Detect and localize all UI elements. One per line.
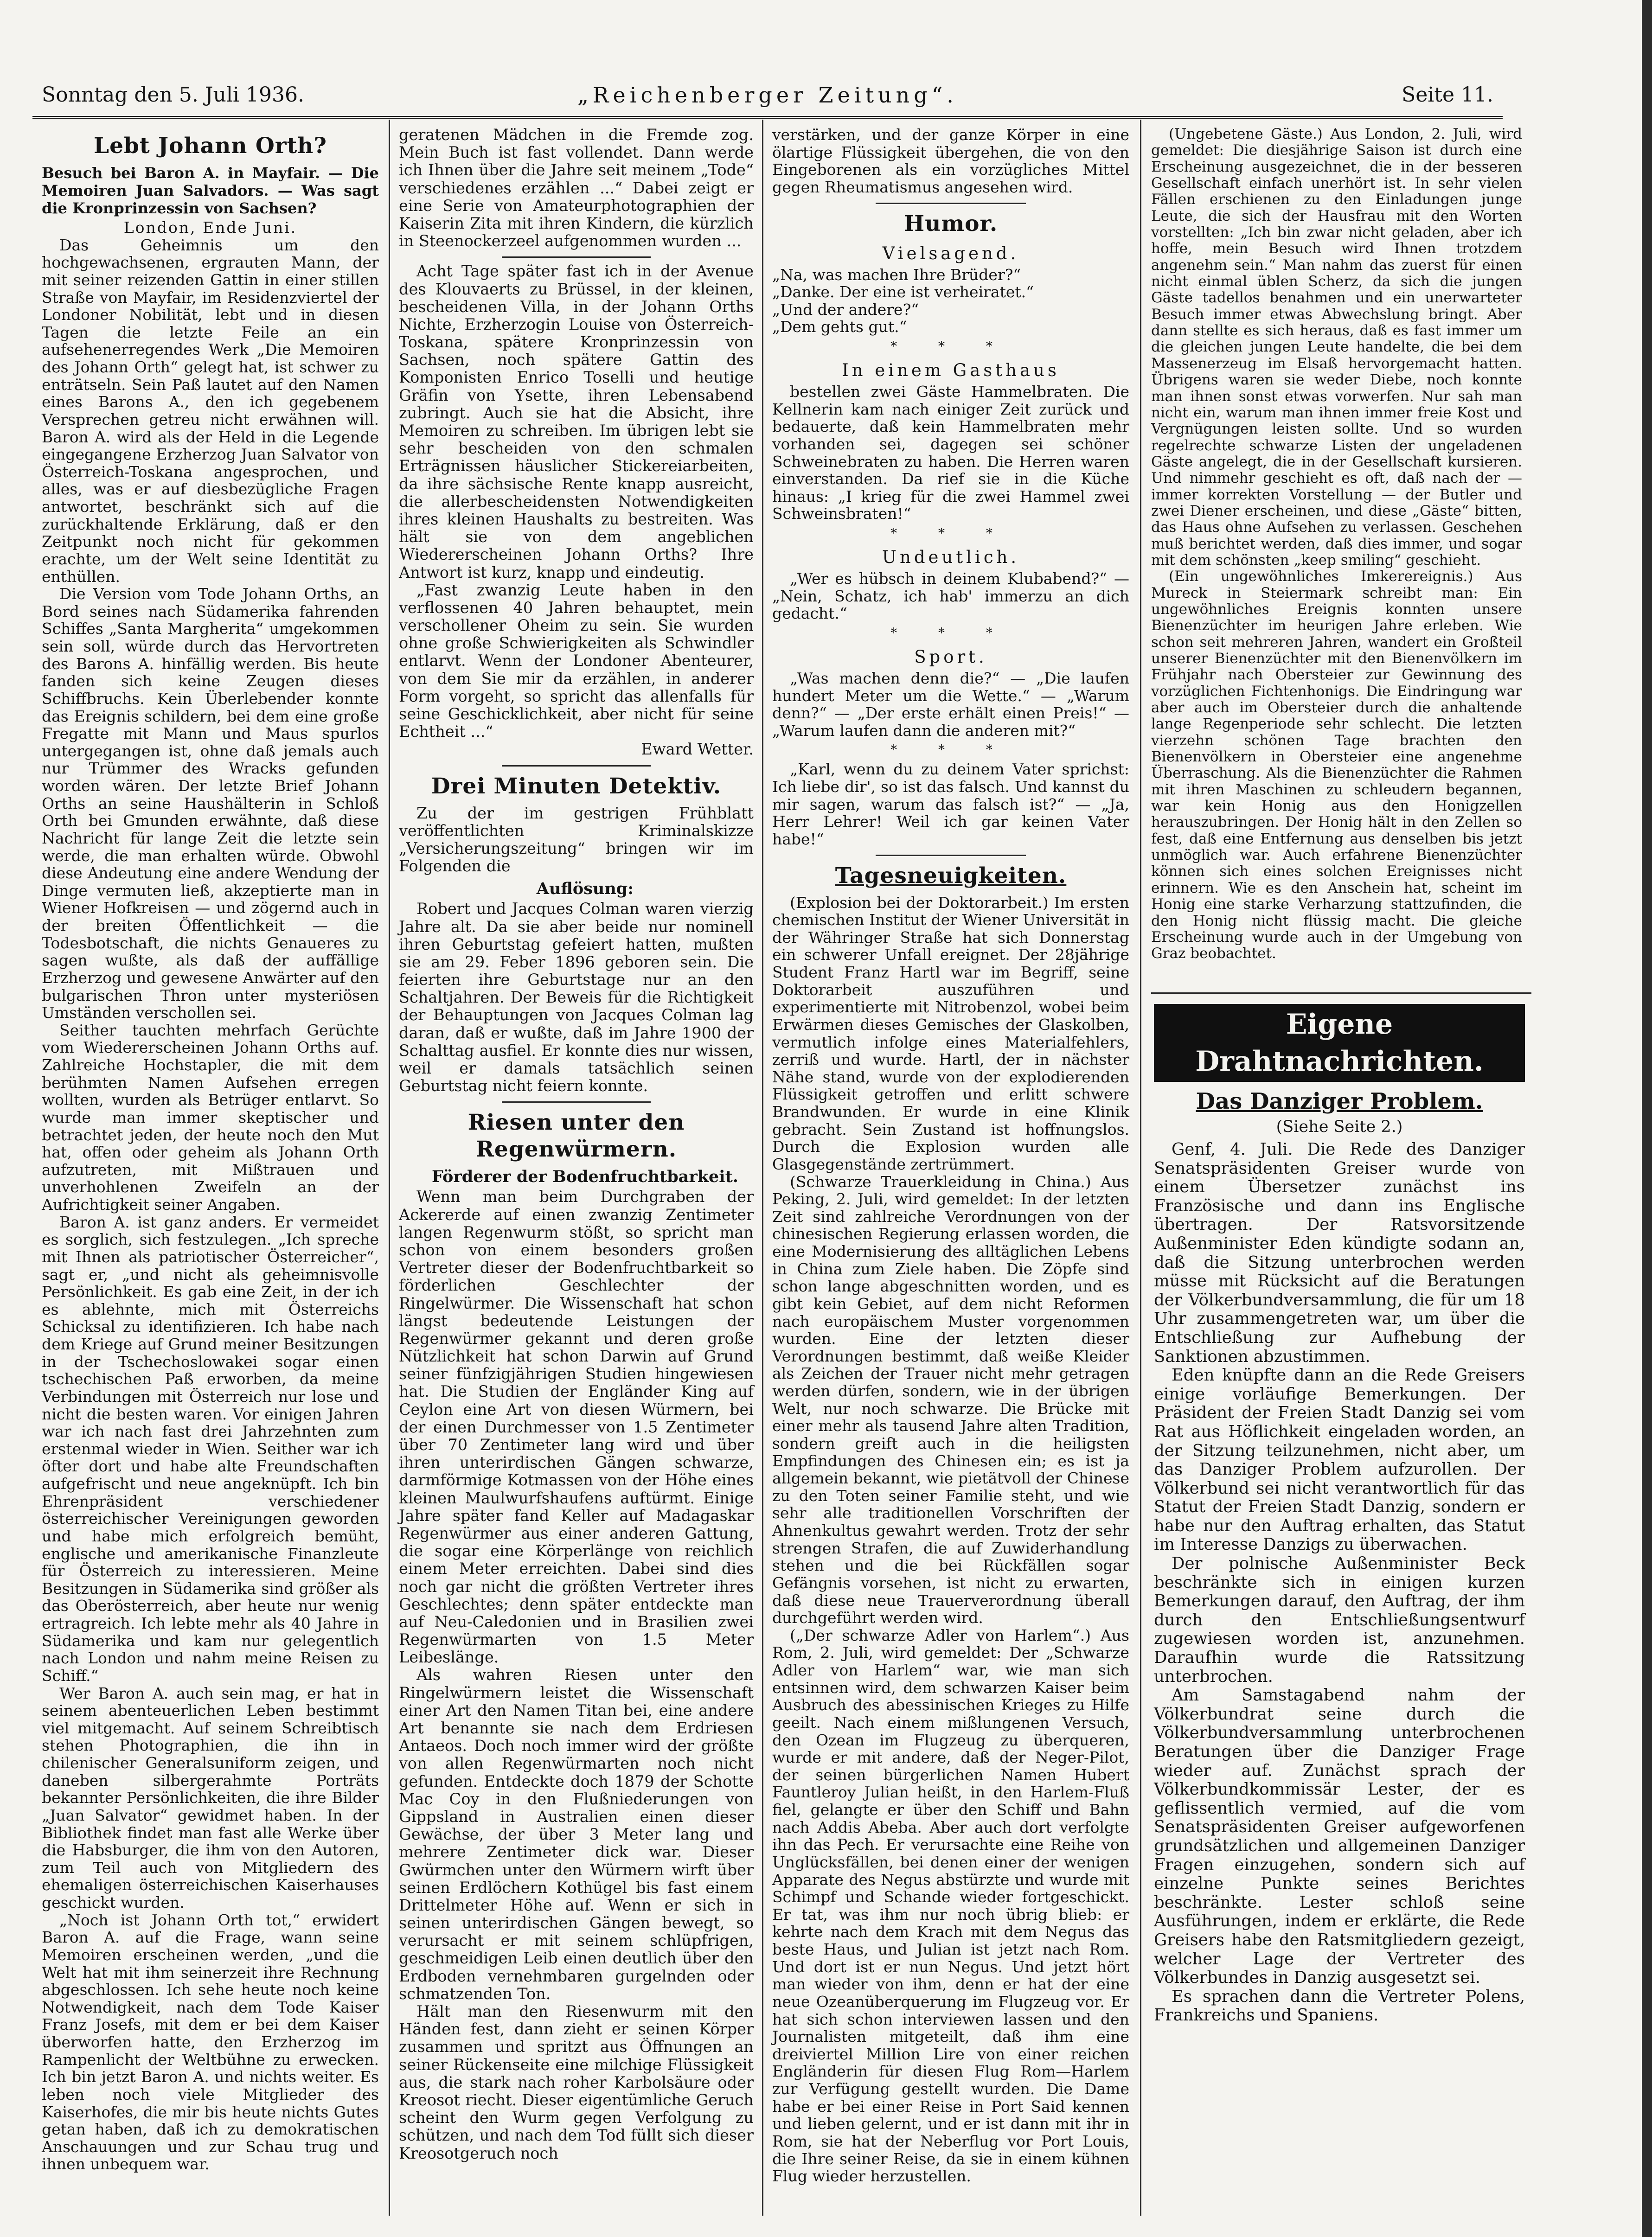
article-paragraph: Als wahren Riesen unter den Ringelwürmern leistet die Wissenschaft einer Art den Namen Titan bei, eine andere Art benannte sie nach dem Erdriesen Antaeos. Doch noch immer wird der größte von allen Regenwürmarten noch nicht gefunden. Entdeckte doch 1879 der Schotte Mac Coy in den Flußniederungen von Gippsland in Australien einen dieser Gewächse, der über 3 Meter lang und mehrere Zentimeter dick war. Dieser Gwürmchen unter den Würmern wirft über seinen Erdlöchern Kothügel bis fast einem Drittelmeter Höhe auf. Wenn er sich in seinen unterirdischen Gängen bewegt, so verursacht er mit seinem schlüpfrigen, geschmeidigen Leib einen deutlich über den Erdboden vernehmbaren gurgelnden oder schmatzenden Ton.: [399, 1666, 754, 2003]
wire-article-reference: (Siehe Seite 2.): [1276, 1118, 1403, 1136]
article-paragraph: Wer Baron A. auch sein mag, er hat in seinem abenteuerlichen Leben bestimmt viel mitgemacht. Auf seinem Schreibtisch stehen Photographien, die ihn in chilenischer Generalsuniform zeigen, und daneben silbergerahmte Porträts bekannter Persönlichkeiten, die ihre Bilder „Juan Salvator“ gewidmet haben. In der Bibliothek findet man fast alle Werke über die Habsburger, die ihm von den Autoren, zum Teil auch von Mitgliedern des ehemaligen österreichischen Kaiserhauses geschickt wurden.: [42, 1684, 379, 1911]
column-4-top: [1151, 126, 1522, 962]
news-item: (Schwarze Trauerkleidung in China.) Aus Peking, 2. Juli, wird gemeldet: In der letzten Zeit sind zahlreiche Verordnungen von der chinesischen Regierung erlassen worden, die eine Modernisierung des alltäglichen Lebens in China zum Ziele haben. Die Zöpfe sind schon lange abgeschnitten worden, und es gibt kein Gebiet, auf dem nicht Reformen nach europäischem Muster vorgenommen wurden. Eine der letzten dieser Verordnungen bestimmt, daß weiße Kleider als Zeichen der Trauer nicht mehr getragen werden dürfen, sondern, wie in der übrigen Welt, nur noch schwarze. Die Brücke mit einer mehr als tausend Jahre alten Tradition, sondern greift auch in die heiligsten Empfindungen des Chinesen ein; es ist ja allgemein bekannt, wie pietätvoll der Chinese zu den Toten seiner Familie steht, und wie sehr alle traditionellen Vorschriften der Ahnenkultus gewahrt werden. Trotz der sehr strengen Strafen, die auf Zuwiderhandlung stehen und die bei Rückfällen sogar Gefängnis vorsehen, ist nicht zu erwarten, daß diese neue Trauerverordnung überall durchgeführt werden wird.: [772, 1172, 1129, 1627]
column-4-wire-news: [1154, 1004, 1525, 2025]
column-divider: [762, 120, 763, 2216]
article-subtitle: Besuch bei Baron A. in Mayfair. — Die Memoiren Juan Salvadors. — Was sagt die Kronprinzessin von Sachsen?: [42, 164, 379, 217]
section-rule: [876, 203, 1025, 204]
joke-line: „Und der andere?“: [772, 300, 919, 319]
section-rule: [876, 855, 1025, 856]
joke-line: „Wer es hübsch in deinem Klubabend?“ — „Nein, Schatz, ich hab' immerzu an dich gedacht.“: [772, 569, 1129, 623]
article-paragraph: verstärken, und der ganze Körper in eine ölartige Flüssigkeit übergehen, die von den Eingeborenen als ein vorzügliches Mittel gegen Rheumatismus angesehen wird.: [772, 126, 1129, 196]
news-item: (Explosion bei der Doktorarbeit.) Im ersten chemischen Institut der Wiener Universität in der Währinger Straße hat sich Donnerstag ein schwerer Unfall ereignet. Der 28jährige Student Franz Hartl war im Begriff, seine Doktorarbeit auszuführen und experimentierte mit Nitrobenzol, wobei beim Erwärmen dieses Gemisches der Glaskolben, vermutlich infolge eines Materialfehlers, zerriß und wurde. Hartl, der in nächster Nähe stand, wurde von der explodierenden Flüssigkeit getroffen und erlitt schwere Brandwunden. Er wurde in eine Klinik gebracht. Sein Zustand ist hoffnungslos. Durch die Explosion wurden alle Glasgegenstände zertrümmert.: [772, 893, 1129, 1173]
article-subheading: Förderer der Bodenfruchtbarkeit.: [432, 1167, 738, 1187]
article-paragraph: Acht Tage später fast ich in der Avenue des Klouvaerts zu Brüssel, in der kleinen, bescheidenen Villa, in der Johann Orths Nichte, Erzherzogin Louise von Österreich-Toskana, spätere Kronprinzessin von Sachsen, noch spätere Gattin des Komponisten Enrico Toselli und heutige Gräfin von Ysette, ihren Lebensabend zubringt. Auch sie hat die Absicht, ihre Memoiren zu schreiben. Im übrigen lebt sie sehr bescheiden von den schmalen Erträgnissen häuslicher Stickereiarbeiten, da ihre sächsische Rente knapp ausreicht, die allerbescheidensten Notwendigkeiten ihres kleinen Haushalts zu bestreiten. Was hält sie von dem angeblichen Wiedererscheinen Johann Orths? Ihre Antwort ist kurz, knapp und eindeutig.: [399, 262, 754, 582]
joke-line: bestellen zwei Gäste Hammelbraten. Die Kellnerin kam nach einiger Zeit zurück und bedauerte, daß kein Hammelbraten mehr vorhanden sei, dagegen sei schöner Schweinebraten zu haben. Die Herren waren einverstanden. Da rief sie in die Küche hinaus: „I krieg für die zwei Hammel zwei Schweinsbraten!“: [772, 383, 1129, 523]
joke-title: Vielsagend.: [882, 243, 1019, 263]
article-paragraph: Das Geheimnis um den hochgewachsenen, ergrauten Mann, der mit seiner reizenden Gattin in einer stillen Straße von Mayfair, im Residenzviertel der Londoner Nobilität, lebt und in diesen Tagen die letzte Feile an ein aufsehenerregendes Werk „Die Memoiren des Johann Orth“ gelegt hat, ist schwer zu enträtseln. Sein Paß lautet auf den Namen eines Barons A., den ich gegebenem Versprechen getreu nicht erwähnen will. Baron A. wird als der Held in die Legende eingegangene Erzherzog Juan Salvator von Österreich-Toskana angesprochen, und alles, was er auf diesbezügliche Fragen antwortet, beschränkt sich auf die zurückhaltende Erklärung, daß er den Zeitpunkt noch nicht für gekommen erachte, um der Welt seine Identität zu enthüllen.: [42, 236, 379, 586]
article-paragraph: Robert und Jacques Colman waren vierzig Jahre alt. Da sie aber beide nur nominell ihren Geburtstag gefeiert hatten, mußten sie am 29. Feber 1896 geboren sein. Die feierten ihre Geburtstage nur an den Schaltjahren. Der Beweis für die Richtigkeit der Behauptungen von Jacques Colman lag daran, daß er wußte, daß im Jahre 1900 der Schalttag ausfiel. Er konnte dies nur wissen, weil er damals tatsächlich seinen Geburtstag nicht feiern konnte.: [399, 900, 754, 1095]
wire-paragraph: Es sprachen dann die Vertreter Polens, Frankreichs und Spaniens.: [1154, 1987, 1525, 2025]
separator-stars: * * *: [890, 742, 1011, 758]
joke-line: „Karl, wenn du zu deinem Vater sprichst: Ich liebe dir', so ist das falsch. Und kannst du mir sagen, warum das falsch ist?“ — „Ja, Herr Lehrer! Weil ich gar keinen Vater habe!“: [772, 760, 1129, 848]
wire-paragraph: Genf, 4. Juli. Die Rede des Danziger Senatspräsidenten Greiser wurde von einem Übersetzer zunächst ins Französische und dann ins Englische übertragen. Der Ratsvorsitzende Außenminister Eden kündigte sodann an, daß die Sitzung unterbrochen werden müsse mit Rücksicht auf die Beratungen der Völkerbundversammlung, die für um 18 Uhr zusammengetreten war, um über die Entschließung zur Aufhebung der Sanktionen abzustimmen.: [1154, 1140, 1525, 1366]
separator-stars: * * *: [890, 525, 1011, 541]
article-dateline: London, Ende Juni.: [123, 218, 297, 236]
wire-paragraph: Der polnische Außenminister Beck beschränkte sich in einigen kurzen Bemerkungen darauf, den Auftrag, der ihm durch den Entschließungsentwurf zugewiesen worden ist, anzunehmen. Daraufhin wurde die Ratssitzung unterbrochen.: [1154, 1554, 1525, 1686]
joke-line: „Danke. Der eine ist verheiratet.“: [772, 283, 1034, 301]
column-divider: [389, 120, 390, 2216]
masthead-rule: [32, 116, 1503, 119]
article-title-worms: Riesen unter den Regenwürmern.: [467, 1110, 685, 1163]
article-paragraph: Baron A. ist ganz anders. Er vermeidet es sorglich, sich festzulegen. „Ich spreche mit Ihnen als patriotischer Österreicher“, sagt er, „und nicht als geheimnisvolle Persönlichkeit. Es gab eine Zeit, in der ich es ablehnte, mich mit Österreichs Schicksal zu identifizieren. Ich habe nach dem Kriege auf Grund meiner Besitzungen in der Tschechoslowakei sogar einen tschechischen Paß erworben, da meine Verbindungen mit Österreich nur lose und nicht die besten waren. Vor einigen Jahren war ich nach fast drei Jahrzehnten zum erstenmal wieder in Wien. Seither war ich öfter dort und habe alte Freundschaften aufgefrischt und neue angeknüpft. Ich bin Ehrenpräsident verschiedener österreichischer Vereinigungen geworden und habe mich erfolgreich bemüht, englische und amerikanische Finanzleute für Österreich zu interessieren. Meine Besitzungen in Südamerika sind größer als das Oberösterreich, aber heute nur wenig ertragreich. Ich lebte mehr als 40 Jahre in Südamerika und kam nur gelegentlich nach London und nahm meine Reisen zu Schiff.“: [42, 1213, 379, 1685]
joke-title: Undeutlich.: [882, 547, 1020, 567]
newspaper-title: „Reichenberger Zeitung“.: [577, 83, 958, 108]
page-number: Seite 11.: [1402, 83, 1493, 107]
article-paragraph: Hält man den Riesenwurm mit den Händen fest, dann zieht er seinen Körper zusammen und spritzt aus Öffnungen an seiner Rückenseite eine milchige Flüssigkeit aus, die stark nach roher Karbolsäure oder Kreosot riecht. Dieser eigentümliche Geruch scheint den Wurm gegen Verfolgung zu schützen, und nach dem Tod füllt sich dieser Kreosotgeruch noch: [399, 2002, 754, 2162]
section-rule: [502, 256, 651, 258]
section-title-humor: Humor.: [903, 211, 998, 236]
article-paragraph: Wenn man beim Durchgraben der Ackererde auf einen zwanzig Zentimeter langen Regenwurm stößt, so spricht man schon von einem besonders großen Vertreter dieser der Bodenfruchtbarkeit so förderlichen Geschlechter der Ringelwürmer. Die Wissenschaft hat schon längst bedeutende Leistungen der Regenwürmer gekannt und deren große Nützlichkeit hat schon Darwin auf Grund seiner fünfzigjährigen Studien hingewiesen hat. Die Studien der Engländer King auf Ceylon eine Art von diesen Würmern, bei der einen Durchmesser von 1.5 Zentimeter über 70 Zentimeter lang wird und über ihren unterirdischen Gängen schwarze, darmförmige Kotmassen von der Höhe eines kleinen Maulwurfshaufens auftürmt. Einige Jahre später fand Keller auf Madagaskar Regenwürmer aus einer anderen Gattung, die sogar eine Körperlänge von reichlich einem Meter erreichten. Dabei sind dies noch gar nicht die größten Vertreter ihres Geschlechtes; denn später entdeckte man auf Neu-Caledonien und in Brasilien zwei Regenwürmarten von 1.5 Meter Leibeslänge.: [399, 1188, 754, 1667]
news-item: (Ungebetene Gäste.) Aus London, 2. Juli, wird gemeldet: Die diesjährige Saison ist durch eine Erscheinung ausgezeichnet, die in der besseren Gesellschaft einfach unerhört ist. In sehr vielen Fällen erschienen zu den Einladungen junge Leute, die sich der Hausfrau mit den Worten vorstellten: „Ich bin zwar nicht geladen, aber ich hoffe, mein Besuch wird Ihnen trotzdem angenehm sein.“ Man nahm das zuerst für einen nicht einmal üblen Scherz, da sich die jungen Gäste tadellos benahmen und ein unerwarteter Besuch immer etwas Abwechslung bringt. Aber dann stellte es sich heraus, daß es fast immer um die gleichen jungen Leute handelte, die bei dem Massenerzeug im Elsaß hervorgemacht hatten. Übrigens waren sie weder Diebe, noch konnte man ihnen sonst etwas vorwerfen. Nur sah man nicht ein, warum man ihnen immer freie Kost und Vergnügungen leisten sollte. Und so wurden regelrechte schwarze Listen der ungeladenen Gäste angelegt, die in der Gesellschaft kursieren. Und nimmehr geschieht es oft, daß nach der — immer korrekten Vorstellung — der Butler und zwei Diener erscheinen, und diese „Gäste“ bitten, das Haus ohne Aufsehen zu verlassen. Geschehen muß berichtet werden, daß dies immer, und sogar mit dem schönsten „keep smiling“ geschieht.: [1151, 126, 1522, 569]
column-divider: [1140, 120, 1141, 2216]
news-item: (Ein ungewöhnliches Imkerereignis.) Aus Mureck in Steiermark schreibt man: Ein ungewöhnliches Ereignis konnten unsere Bienenzüchter im heurigen Jahre erleben. Wie schon seit mehreren Jahren, wandert ein Großteil unserer Bienenzüchter mit den Bienenvölkern im Frühjahr nach Obersteier zur Gewinnung des vorzüglichen Fichtenhonigs. Die Eindringung war aber auch im Obersteier durch die anhaltende lange Regenperiode sehr schlecht. Die letzten vierzehn schönen Tage brachten den Bienenvölkern in Obersteier eine angenehme Überraschung. Als die Bienenzüchter die Rahmen mit ihren Maschinen zu schleudern begannen, war kein Honig aus den Honigzellen herauszubringen. Der Honig hält in den Zellen so fest, daß eine Entfernung aus denselben bis jetzt unmöglich war. Auch erfahrene Bienenzüchter können sich eines solchen Ereignisses nicht erinnern. Wie es den Anschein hat, scheint im Honig eine starke Verharzung stattzufinden, die den Honig nicht flüssig macht. Die gleiche Erscheinung wurde auch in der Umgebung von Graz beobachtet.: [1151, 568, 1522, 962]
wire-paragraph: Am Samstagabend nahm der Völkerbundrat seine durch die Völkerbundversammlung unterbrochenen Beratungen über die Danziger Frage wieder auf. Zunächst sprach der Völkerbundkommissär Lester, der es geflissentlich vermied, auf die vom Senatspräsidenten Greiser aufgeworfenen grundsätzlichen und allgemeinen Danziger Fragen einzugehen, sondern sich auf einzelne Punkte seines Berichtes beschränkte. Lester schloß seine Ausführungen, indem er erklärte, die Rede Greisers habe den Ratsmitgliedern gezeigt, welcher Lage der Vertreter des Völkerbundes in Danzig ausgesetzt sei.: [1154, 1686, 1525, 1988]
joke-line: „Na, was machen Ihre Brüder?“: [772, 265, 1021, 284]
section-rule: [1151, 992, 1531, 994]
section-title-news: Tagesneuigkeiten.: [835, 863, 1067, 888]
article-subheading: Auflösung:: [536, 879, 634, 899]
wire-paragraph: Eden knüpfte dann an die Rede Greisers einige vorläufige Bemerkungen. Der Präsident der Freien Stadt Danzig sei vom Rat aus Höflichkeit eingeladen worden, an der Sitzung teilzunehmen, nicht aber, um das Danziger Problem aufzurollen. Der Völkerbund sei nicht verantwortlich für das Statut der Freien Stadt Danzig, sondern er habe nur den Auftrag erhalten, das Statut im Interesse Danzigs zu überwachen.: [1154, 1366, 1525, 1554]
article-paragraph: Zu der im gestrigen Frühblatt veröffentlichten Kriminalskizze „Versicherungszeitung“ bringen wir im Folgenden die: [399, 804, 754, 876]
article-paragraph: geratenen Mädchen in die Fremde zog. Mein Buch ist fast vollendet. Dann werde ich Ihnen über die Jahre seit meinem „Tode“ verschiedenes erzählen ...“ Dabei zeigt er eine Serie von Amateurphotographien der Kaiserin Zita mit ihren Kindern, die kürzlich in Steenockerzeel aufgenommen wurden ...: [399, 126, 754, 250]
column-1: [42, 126, 379, 2173]
separator-stars: * * *: [890, 625, 1011, 640]
joke-title: In einem Gasthaus: [842, 360, 1060, 380]
wire-news-banner: Eigene Drahtnachrichten.: [1154, 1004, 1525, 1082]
joke-line: „Dem gehts gut.“: [772, 318, 907, 336]
section-rule: [502, 1101, 651, 1103]
column-2: [399, 126, 754, 2162]
masthead: [42, 77, 1493, 114]
article-paragraph: Die Version vom Tode Johann Orths, an Bord seines nach Südamerika fahrenden Schiffes „Santa Margherita“ umgekommen sein soll, würde durch das Hervortreten des Barons A. hinfällig werden. Bis heute fanden sich keine Zeugen dieses Schiffbruchs. Kein Überlebender konnte das Ereignis schildern, bei dem eine große Fregatte mit Mann und Maus spurlos untergegangen ist, ohne daß jemals auch nur Trümmer des Wracks gefunden worden wären. Der letzte Brief Johann Orths an seine Haushälterin in Schloß Orth bei Gmunden erwähnte, daß diese Nachricht für lange Zeit die letzte sein werde, die man erhalten würde. Obwohl diese Andeutung eine andere Wendung der Dinge vermuten ließ, akzeptierte man in Wiener Hofkreisen — und zögernd auch in der breiten Öffentlichkeit — die Todesbotschaft, die nichts Genaueres zu sagen wußte, als daß der auffällige Erzherzog und gewesene Anwärter auf den bulgarischen Thron unter mysteriösen Umständen verschollen sei.: [42, 585, 379, 1022]
article-title-johann-orth: Lebt Johann Orth?: [94, 133, 327, 159]
article-signature: Eward Wetter.: [641, 740, 754, 759]
joke-line: „Was machen denn die?“ — „Die laufen hundert Meter um die Wette.“ — „Warum denn?“ — „Der erste erhält einen Preis!“ — „Warum laufen dann die anderen mit?“: [772, 669, 1129, 740]
news-item: („Der schwarze Adler von Harlem“.) Aus Rom, 2. Juli, wird gemeldet: Der „Schwarze Adler von Harlem“ war, wie man sich entsinnen wird, dem schwarzen Kaiser beim Ausbruch des abessinischen Krieges zu Hilfe geeilt. Nach einem mißlungenen Versuch, den Ozean im Flugzeug zu überqueren, wurde er mit andere, daß der Neger-Pilot, der seinen bürgerlichen Namen Hubert Fauntleroy Julian heißt, in den Harlem-Fluß fiel, gelangte er über den Schiff und Bahn nach Addis Abeba. Aber auch dort verfolgte ihn das Pech. Er verursachte eine Reihe von Unglücksfällen, bei denen einer der wenigen Apparate des Negus abstürzte und wurde mit Schimpf und Schande wieder fortgeschickt. Er tat, was ihm nur noch übrig blieb: er kehrte nach dem Krach mit dem Negus das beste Haus, und Julian ist jetzt nach Rom. Und dort ist er nun Negus. Und jetzt hört man wieder von ihm, denn er hat der eine neue Ozeanüberquerung im Flugzeug vor. Er hat sich schon interviewen lassen und den Journalisten mitgeteilt, daß ihm eine dreiviertel Million Lire von einer reichen Engländerin für diesen Flug Rom—Harlem zur Verfügung gestellt wurden. Die Dame habe er bei einer Reise in Port Said kennen und lieben gelernt, und er ist dann mit ihr in Rom, sie hat der Neberflug vor Port Louis, die Ihre seiner Reise, da sie in einem kühnen Flug wieder herzustellen.: [772, 1626, 1129, 2186]
article-title-detective: Drei Minuten Detektiv.: [431, 773, 722, 799]
scan-edge: [1642, 0, 1652, 2237]
article-paragraph: Seither tauchten mehrfach Gerüchte vom Wiedererscheinen Johann Orths auf. Zahlreiche Hochstapler, die mit dem berühmten Namen Aufsehen erregen wollten, wurden als Betrüger entlarvt. So wurde man immer skeptischer und betrachtet jeden, der heute noch den Mut hat, offen oder geheim als Johann Orth aufzutreten, mit Mißtrauen und unverhohlenen Zweifeln an der Aufrichtigkeit seiner Angaben.: [42, 1021, 379, 1214]
article-paragraph: „Noch ist Johann Orth tot,“ erwidert Baron A. auf die Frage, wann seine Memoiren erscheinen werden, „und die Welt hat mit ihm seinerzeit ihre Rechnung abgeschlossen. Ich sehe heute noch keine Notwendigkeit, nach dem Tode Kaiser Franz Josefs, mit dem er bei dem Kaiser überworfen hatte, den Erzherzog im Rampenlicht der Weltbühne zu erwecken. Ich bin jetzt Baron A. und nichts weiter. Es leben noch viele Mitglieder des Kaiserhofes, die mir bis heute nichts Gutes getan haben, daß ich zu demokratischen Anschauungen und zur Schau trug und ihnen unbequem war.: [42, 1911, 379, 2173]
joke-title: Sport.: [914, 646, 987, 667]
wire-article-title: Das Danziger Problem.: [1196, 1088, 1483, 1114]
wire-news-banner-box: [1154, 1004, 1525, 1082]
article-paragraph: „Fast zwanzig Leute haben in den verflossenen 40 Jahren behauptet, mein verschollener Oheim zu sein. Sie wurden ohne große Schwierigkeiten als Schwindler entlarvt. Wenn der Londoner Abenteurer, von dem Sie mir da erzählen, in anderer Form vorgeht, so spricht das allenfalls für seine Geschicklichkeit, aber nicht für seine Echtheit ...“: [399, 581, 754, 741]
separator-stars: * * *: [890, 339, 1011, 354]
section-rule: [502, 765, 651, 767]
column-3: [772, 126, 1129, 2185]
issue-date: Sonntag den 5. Juli 1936.: [42, 83, 304, 107]
